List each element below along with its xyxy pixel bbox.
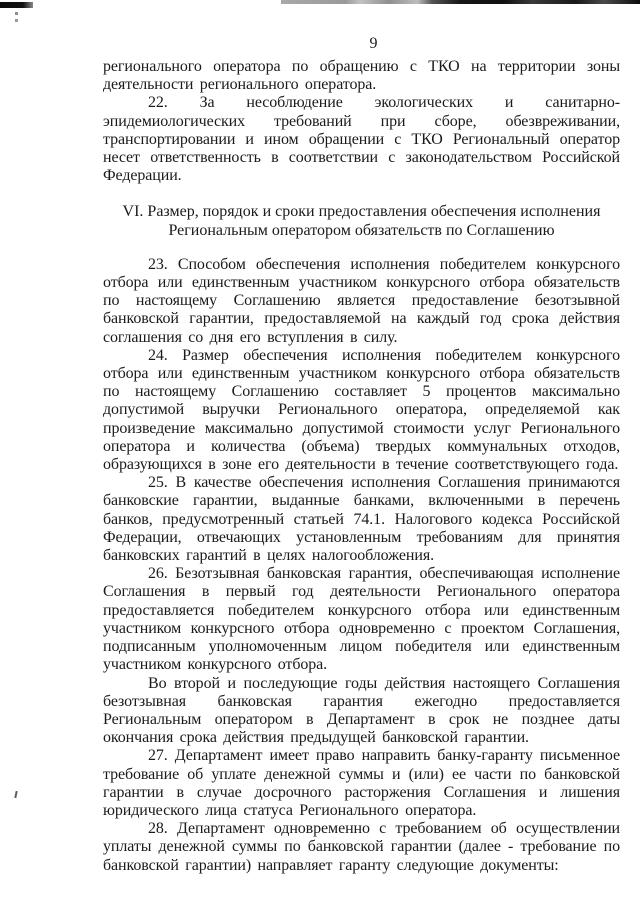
document-body <box>103 35 620 875</box>
paragraph-27: 27. Департамент имеет право направить банку-гаранту письменное требование об уплате денежной суммы и (или) ее части по банковской гарантии в случае досрочного расторжения Соглашения и лишения юридического лица статуса Регионального оператора. <box>103 747 620 819</box>
scan-artifact-dot <box>15 19 18 22</box>
paragraph-22: 22. За несоблюдение экологических и санитарно-эпидемиологических требований при сборе, обезвреживании, транспортировании и ином обращении с ТКО Региональный оператор несет ответственность в соответствии с законодательством Российской Федерации. <box>103 94 620 185</box>
scan-artifact-corner-bar <box>0 2 33 8</box>
scan-artifact-ink-tick <box>14 791 17 798</box>
paragraph-continuation: регионального оператора по обращению с ТКО на территории зоны деятельности регионального оператора. <box>103 58 620 94</box>
scan-artifact-top-edge-line <box>281 0 640 4</box>
paragraph-25: 25. В качестве обеспечения исполнения Соглашения принимаются банковские гарантии, выданные банками, включенными в перечень банков, предусмотренный статьей 74.1. Налогового кодекса Российской Федерации, отвечающих установленным требованиям для принятия банковских гарантий в целях налогообложения. <box>103 474 620 565</box>
paragraph-28: 28. Департамент одновременно с требованием об осуществлении уплаты денежной суммы по банковской гарантии (далее - требование по банковской гарантии) направляет гаранту следующие документы: <box>103 820 620 874</box>
paragraph-24: 24. Размер обеспечения исполнения победителем конкурсного отбора или единственным участником конкурсного отбора обязательств по настоящему Соглашению составляет 5 процентов максимально допустимой выручки Регионального оператора, определяемой как произведение максимально допустимой стоимости услуг Регионального оператора и количества (объема) твердых коммунальных отходов, образующихся в зоне его деятельности в течение соответствующего года. <box>103 346 620 474</box>
paragraph-26-continued: Во второй и последующие годы действия настоящего Соглашения безотзывная банковская гарантия ежегодно предоставляется Региональным оператором в Департамент в срок не позднее даты окончания срока действия предыдущей банковской гарантии. <box>103 674 620 747</box>
page-number: 9 <box>369 35 378 52</box>
section-heading-vi: VI. Размер, порядок и сроки предоставления обеспечения исполнения Региональным оператором обязательств по Соглашению <box>122 203 601 239</box>
paragraph-26: 26. Безотзывная банковская гарантия, обеспечивающая исполнение Соглашения в первый год деятельности Регионального оператора предоставляется победителем конкурсного отбора или единственным участником конкурсного отбора одновременно с проектом Соглашения, подписанным уполномоченным лицом победителя или единственным участником конкурсного отбора. <box>103 565 620 674</box>
scan-artifact-dot <box>15 12 18 15</box>
paragraph-23: 23. Способом обеспечения исполнения победителем конкурсного отбора или единственным участником конкурсного отбора обязательств по настоящему Соглашению является предоставление безотзывной банковской гарантии, предоставляемой на каждый год срока действия соглашения со дня его вступления в силу. <box>103 255 620 346</box>
